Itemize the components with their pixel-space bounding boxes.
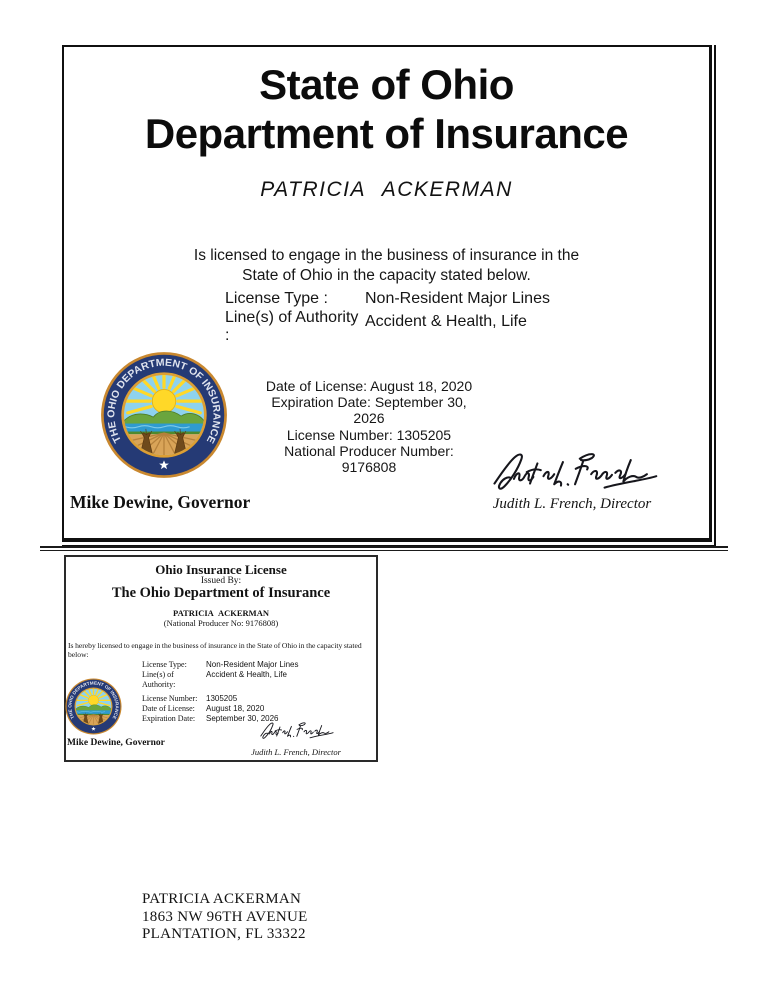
expiration-date-label: Expiration Date:	[271, 394, 371, 411]
license-type-value: Non-Resident Major Lines	[365, 290, 550, 307]
card-licensee-name: PATRICIA ACKERMAN	[173, 608, 269, 618]
authority-label: Line(s) of Authority :	[225, 308, 359, 344]
license-statement-line1: Is licensed to engage in the business of insurance in the	[193, 247, 580, 264]
director-signature	[437, 450, 705, 497]
ohio-doi-seal	[100, 351, 228, 479]
card-license-type-value: Non-Resident Major Lines	[206, 660, 299, 669]
card-director-name: Judith L. French, Director	[251, 747, 341, 757]
national-producer-label: National Producer Number:	[284, 442, 454, 459]
wallet-license-card	[64, 555, 378, 762]
card-statement: Is hereby licensed to engage in the business of insurance in the State of Ohio in the capacity stated below:	[68, 641, 362, 659]
license-number-row	[259, 427, 479, 443]
address-city-state-zip: PLANTATION, FL 33322	[142, 926, 306, 942]
card-date-of-license-value: August 18, 2020	[206, 704, 265, 713]
date-of-license-value: August 18, 2020	[370, 378, 473, 394]
card-expiration-date-label: Expiration Date:	[142, 714, 196, 723]
license-certificate	[62, 45, 712, 542]
card-title: Ohio Insurance License	[155, 562, 287, 577]
date-of-license-row	[259, 378, 479, 394]
license-number-value: 1305205	[396, 426, 452, 443]
director-name: Judith L. French, Director	[492, 496, 652, 512]
card-license-type-label: License Type:	[142, 660, 187, 669]
expiration-date-row	[259, 394, 479, 426]
mailing-address	[142, 891, 308, 944]
card-issued-by-label: Issued By:	[200, 576, 242, 586]
certificate-title	[64, 60, 709, 158]
license-statement	[64, 246, 709, 285]
address-name: PATRICIA ACKERMAN	[142, 891, 302, 907]
card-npn-line: (National Producer No: 9176808)	[163, 618, 279, 628]
address-street: 1863 NW 96TH AVENUE	[142, 908, 308, 925]
licensee-name: PATRICIA ACKERMAN	[260, 178, 513, 201]
license-type-section	[225, 290, 550, 346]
card-authority-value: Accident & Health, Life	[206, 669, 287, 679]
card-expiration-date-value: September 30, 2026	[206, 714, 279, 723]
card-license-details	[142, 694, 279, 724]
card-authority-label: Line(s) of Authority:	[142, 669, 176, 689]
license-number-label: License Number:	[286, 426, 393, 443]
card-issuer: The Ohio Department of Insurance	[111, 585, 331, 601]
card-license-number-value: 1305205	[206, 694, 238, 703]
separator-line	[40, 546, 728, 551]
license-type-label: License Type :	[225, 290, 328, 307]
certificate-title-line1: State of Ohio	[259, 61, 514, 108]
authority-value: Accident & Health, Life	[365, 312, 527, 330]
certificate-title-line2: Department of Insurance	[144, 110, 629, 157]
national-producer-value: 9176808	[341, 459, 397, 476]
governor-name: Mike Dewine, Governor	[70, 492, 251, 512]
director-signature-small	[245, 721, 345, 742]
expiration-date-value: September 30, 2026	[353, 394, 467, 427]
card-license-type-section	[142, 660, 299, 689]
card-governor-name: Mike Dewine, Governor	[67, 738, 165, 748]
date-of-license-label: Date of License:	[265, 378, 368, 394]
card-date-of-license-label: Date of License:	[142, 704, 195, 713]
ohio-doi-seal-small	[65, 678, 122, 735]
license-statement-line2: State of Ohio in the capacity stated below.	[242, 266, 531, 284]
card-license-number-label: License Number:	[142, 694, 198, 703]
